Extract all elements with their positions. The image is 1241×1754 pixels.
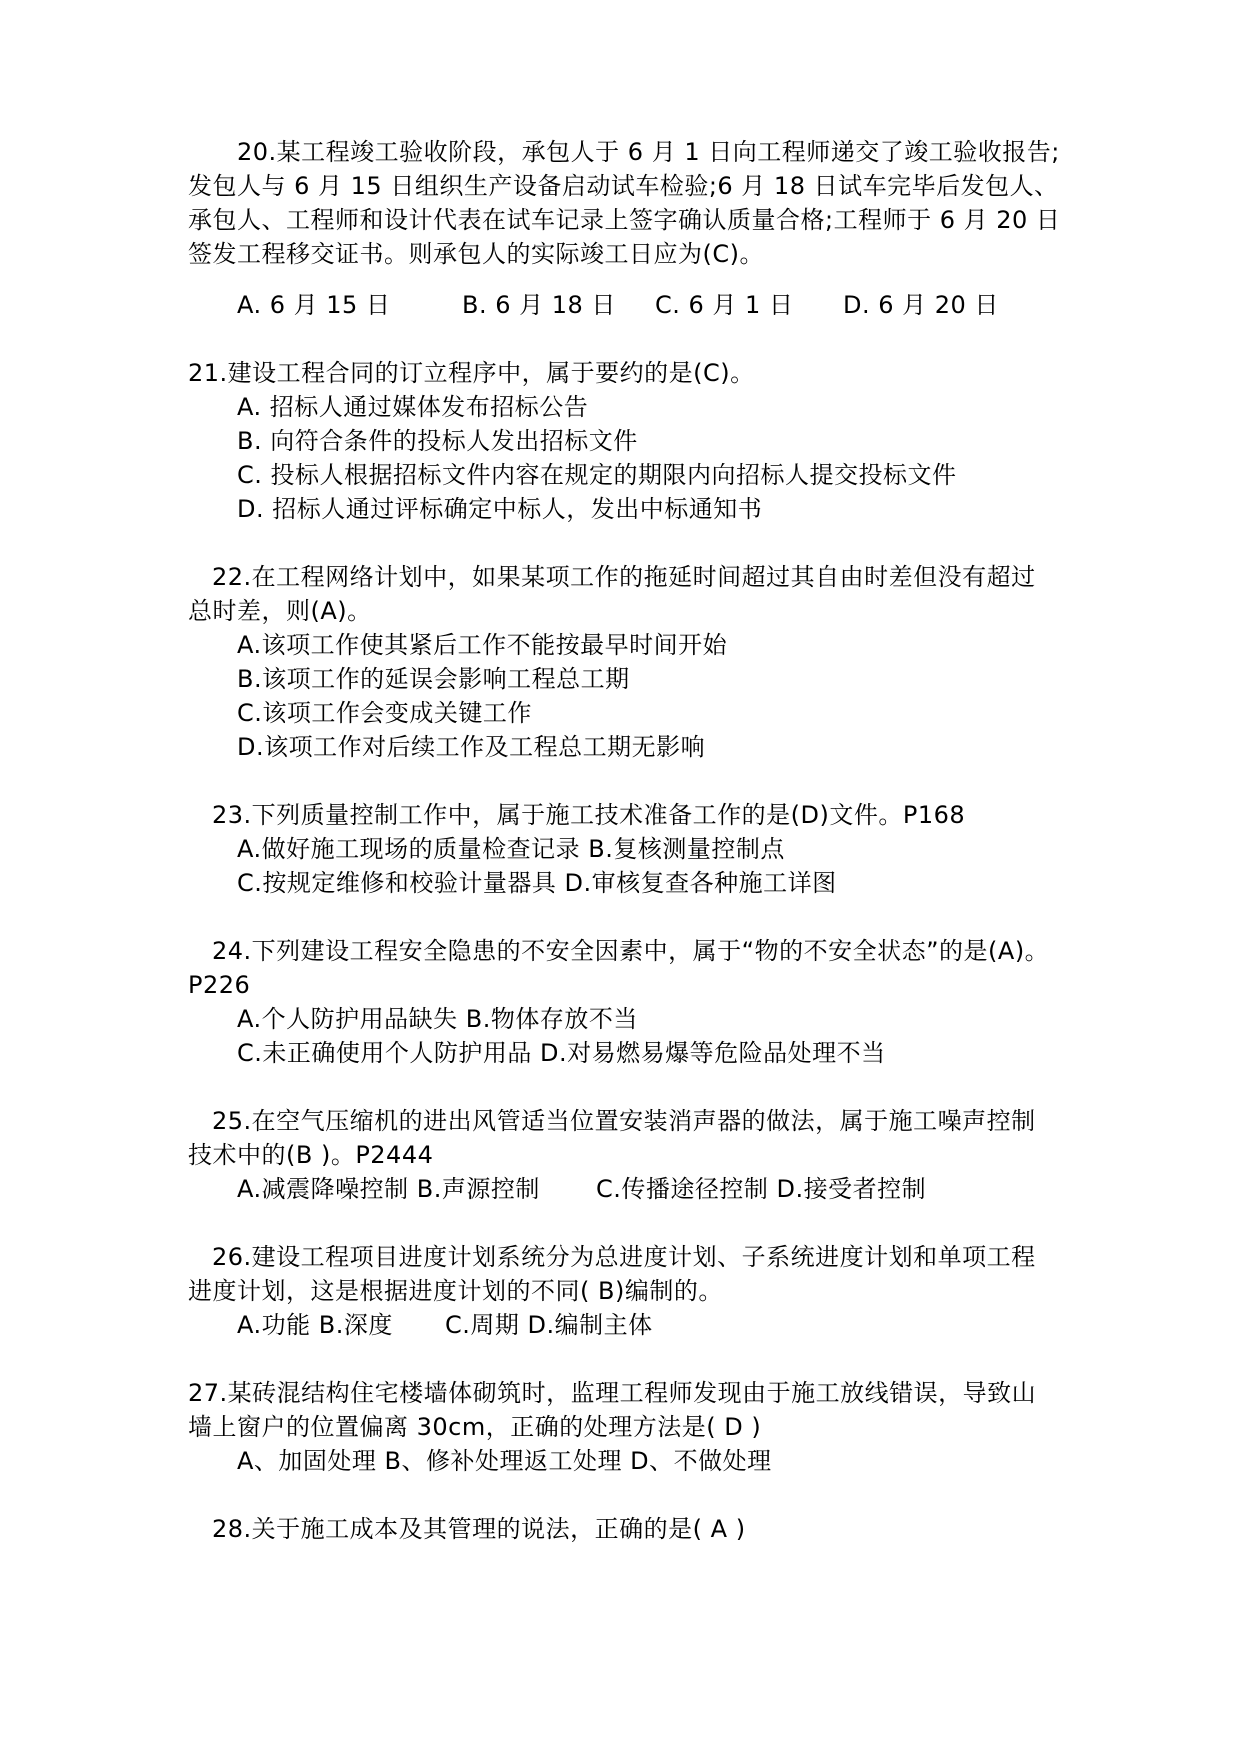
option-c: C. 6 月 1 日 <box>655 291 794 319</box>
question-text-line: 承包人、工程师和设计代表在试车记录上签字确认质量合格;工程师于 6 月 20 日 <box>188 206 1061 234</box>
question-text-line: 23.下列质量控制工作中，属于施工技术准备工作的是(D)文件。P168 <box>212 801 966 829</box>
option-c: C.该项工作会变成关键工作 <box>237 699 532 727</box>
question-text-line: 墙上窗户的位置偏离 30cm，正确的处理方法是( D ) <box>188 1413 762 1441</box>
option-b: B.该项工作的延误会影响工程总工期 <box>237 665 630 693</box>
question-text-line: 26.建设工程项目进度计划系统分为总进度计划、子系统进度计划和单项工程 <box>212 1243 1036 1271</box>
option-c: C. 投标人根据招标文件内容在规定的期限内向招标人提交投标文件 <box>237 461 957 489</box>
option-b: B. 向符合条件的投标人发出招标文件 <box>237 427 638 455</box>
question-text-line: 22.在工程网络计划中，如果某项工作的拖延时间超过其自由时差但没有超过 <box>212 563 1036 591</box>
question-text-line: 总时差，则(A)。 <box>188 597 372 625</box>
question-text-line: 25.在空气压缩机的进出风管适当位置安装消声器的做法，属于施工噪声控制 <box>212 1107 1036 1135</box>
option-line-cd: C.周期 D.编制主体 <box>445 1311 653 1339</box>
question-text-line: 28.关于施工成本及其管理的说法，正确的是( A ) <box>212 1515 746 1543</box>
option-a: A. 6 月 15 日 <box>237 291 391 319</box>
option-d: D.该项工作对后续工作及工程总工期无影响 <box>237 733 706 761</box>
option-b: B. 6 月 18 日 <box>462 291 616 319</box>
question-text-line: 20.某工程竣工验收阶段，承包人于 6 月 1 日向工程师递交了竣工验收报告; <box>237 138 1060 166</box>
option-line-ab: A.个人防护用品缺失 B.物体存放不当 <box>237 1005 638 1033</box>
question-text-line: 发包人与 6 月 15 日组织生产设备启动试车检验;6 月 18 日试车完毕后发包人、 <box>188 172 1059 200</box>
option-a: A.该项工作使其紧后工作不能按最早时间开始 <box>237 631 728 659</box>
question-text-line: 技术中的(B )。P2444 <box>188 1141 434 1169</box>
option-line: A、加固处理 B、修补处理返工处理 D、不做处理 <box>237 1447 772 1475</box>
option-line-ab: A.减震降噪控制 B.声源控制 <box>237 1175 540 1203</box>
option-line-cd: C.传播途径控制 D.接受者控制 <box>596 1175 927 1203</box>
option-a: A. 招标人通过媒体发布招标公告 <box>237 393 589 421</box>
option-line-cd: C.未正确使用个人防护用品 D.对易燃易爆等危险品处理不当 <box>237 1039 886 1067</box>
question-text-line: 24.下列建设工程安全隐患的不安全因素中，属于“物的不安全状态”的是(A)。 <box>212 937 1050 965</box>
question-text-line: P226 <box>188 971 251 999</box>
option-line-ab: A.做好施工现场的质量检查记录 B.复核测量控制点 <box>237 835 785 863</box>
question-text-line: 签发工程移交证书。则承包人的实际竣工日应为(C)。 <box>188 240 764 268</box>
option-line-cd: C.按规定维修和校验计量器具 D.审核复查各种施工详图 <box>237 869 837 897</box>
option-d: D. 招标人通过评标确定中标人，发出中标通知书 <box>237 495 763 523</box>
option-line-ab: A.功能 B.深度 <box>237 1311 393 1339</box>
question-text-line: 21.建设工程合同的订立程序中，属于要约的是(C)。 <box>188 359 755 387</box>
question-text-line: 27.某砖混结构住宅楼墙体砌筑时，监理工程师发现由于施工放线错误，导致山 <box>188 1379 1037 1407</box>
question-text-line: 进度计划，这是根据进度计划的不同( B)编制的。 <box>188 1277 723 1305</box>
option-d: D. 6 月 20 日 <box>843 291 999 319</box>
